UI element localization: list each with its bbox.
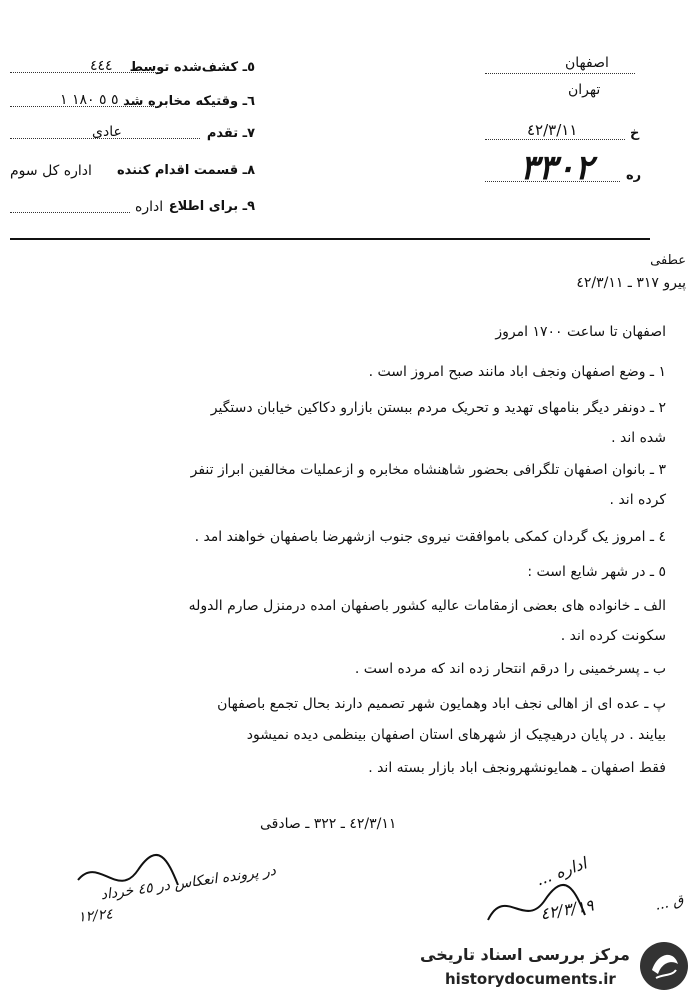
header-item-for-info-line — [10, 212, 130, 213]
body-paragraph: ٥ ـ در شهر شایع است : — [527, 564, 666, 580]
body-intro: اصفهان تا ساعت ١٧٠٠ امروز — [495, 324, 666, 340]
number-value: ٣٣٠٢ — [520, 148, 594, 188]
number-label: ره — [626, 168, 642, 183]
handwritten-note-left-line2: ١٢/٢٤ — [77, 906, 114, 926]
body-paragraph: بیایند . در پایان درهیچیک از شهرهای استان اصفهان بینظمی دیده نمیشود — [246, 727, 666, 743]
date-value: ٤٢/٣/١١ — [527, 121, 578, 139]
header-item-for-info-label: ٩ـ برای اطلاع — [168, 199, 255, 214]
date-label: خ — [630, 126, 640, 141]
header-item-action-dept-value: اداره کل سوم — [10, 163, 92, 179]
watermark-logo-icon — [638, 940, 690, 992]
handwritten-signature-left — [68, 850, 188, 910]
to-value: تهران — [568, 82, 601, 98]
reference-line2: پیرو ٣١٧ ـ ٤٢/٣/١١ — [576, 275, 686, 291]
header-item-discovered-by-value: ٤٤٤ — [90, 58, 113, 74]
header-item-discovered-by-label: ٥ـ کشف‌شده توسط — [129, 60, 255, 75]
body-paragraph: الف ـ خانواده های بعضی ازمقامات عالیه کشور باصفهان امده درمنزل صارم الدوله — [188, 598, 666, 614]
handwritten-note-side: ق ... — [653, 892, 686, 914]
handwritten-date-right: ٤٢/٣/١٩ — [538, 895, 595, 924]
watermark-url: historydocuments.ir — [445, 970, 616, 988]
date-line — [485, 139, 625, 140]
header-item-discovered-by-line — [10, 72, 160, 73]
handwritten-note-right: اداره ... — [533, 853, 590, 890]
handwritten-signature-right — [480, 875, 590, 935]
handwritten-note-left: در پرونده انعکاس در ٤٥ خرداد — [99, 862, 277, 904]
body-paragraph: کرده اند . — [609, 492, 666, 508]
reference-line1: عطفی — [650, 253, 686, 268]
header-item-sent-time-value: ٥ ٥ ١٨٠ ١ — [60, 92, 119, 108]
body-paragraph: ٢ ـ دونفر دیگر بنامهای تهدید و تحریک مردم ببستن بازارو دکاکین خیابان دستگیر — [210, 400, 666, 416]
from-line — [485, 73, 635, 74]
body-paragraph: ٤ ـ امروز یک گردان کمکی باموافقت نیروی جنوب ازشهرضا باصفهان خواهند امد . — [194, 529, 666, 545]
body-paragraph: سکونت کرده اند . — [560, 628, 666, 644]
body-closing: ٤٢/٣/١١ ـ ٣٢٢ ـ صادقی — [260, 816, 397, 832]
body-paragraph: شده اند . — [611, 430, 666, 446]
from-value: اصفهان — [565, 55, 609, 71]
header-item-action-dept-label: ٨ـ قسمت اقدام کننده — [117, 163, 255, 178]
body-paragraph: ١ ـ وضع اصفهان ونجف اباد مانند صبح امروز است . — [368, 364, 666, 380]
body-paragraph: پ ـ عده ای از اهالی نجف اباد وهمایون شهر تصمیم دارند بحال تجمع باصفهان — [217, 696, 666, 712]
body-paragraph: فقط اصفهان ـ همایونشهرونجف اباد بازار بسته اند . — [368, 760, 666, 776]
header-divider — [10, 238, 650, 240]
header-item-priority-label: ٧ـ تقدم — [206, 126, 255, 141]
header-item-sent-time-label: ٦ـ وقتیکه مخابره شد — [123, 94, 255, 109]
body-paragraph: ب ـ پسرخمینی را درقم انتحار زده اند که مرده است . — [354, 661, 666, 677]
watermark-name: مرکز بررسی اسناد تاریخی — [420, 945, 630, 964]
header-item-priority-value: عادی — [92, 124, 122, 140]
header-item-for-info-value: اداره — [135, 199, 164, 215]
body-paragraph: ٣ ـ بانوان اصفهان تلگرافی بحضور شاهنشاه مخابره و ازعملیات مخالفین ابراز تنفر — [190, 462, 666, 478]
